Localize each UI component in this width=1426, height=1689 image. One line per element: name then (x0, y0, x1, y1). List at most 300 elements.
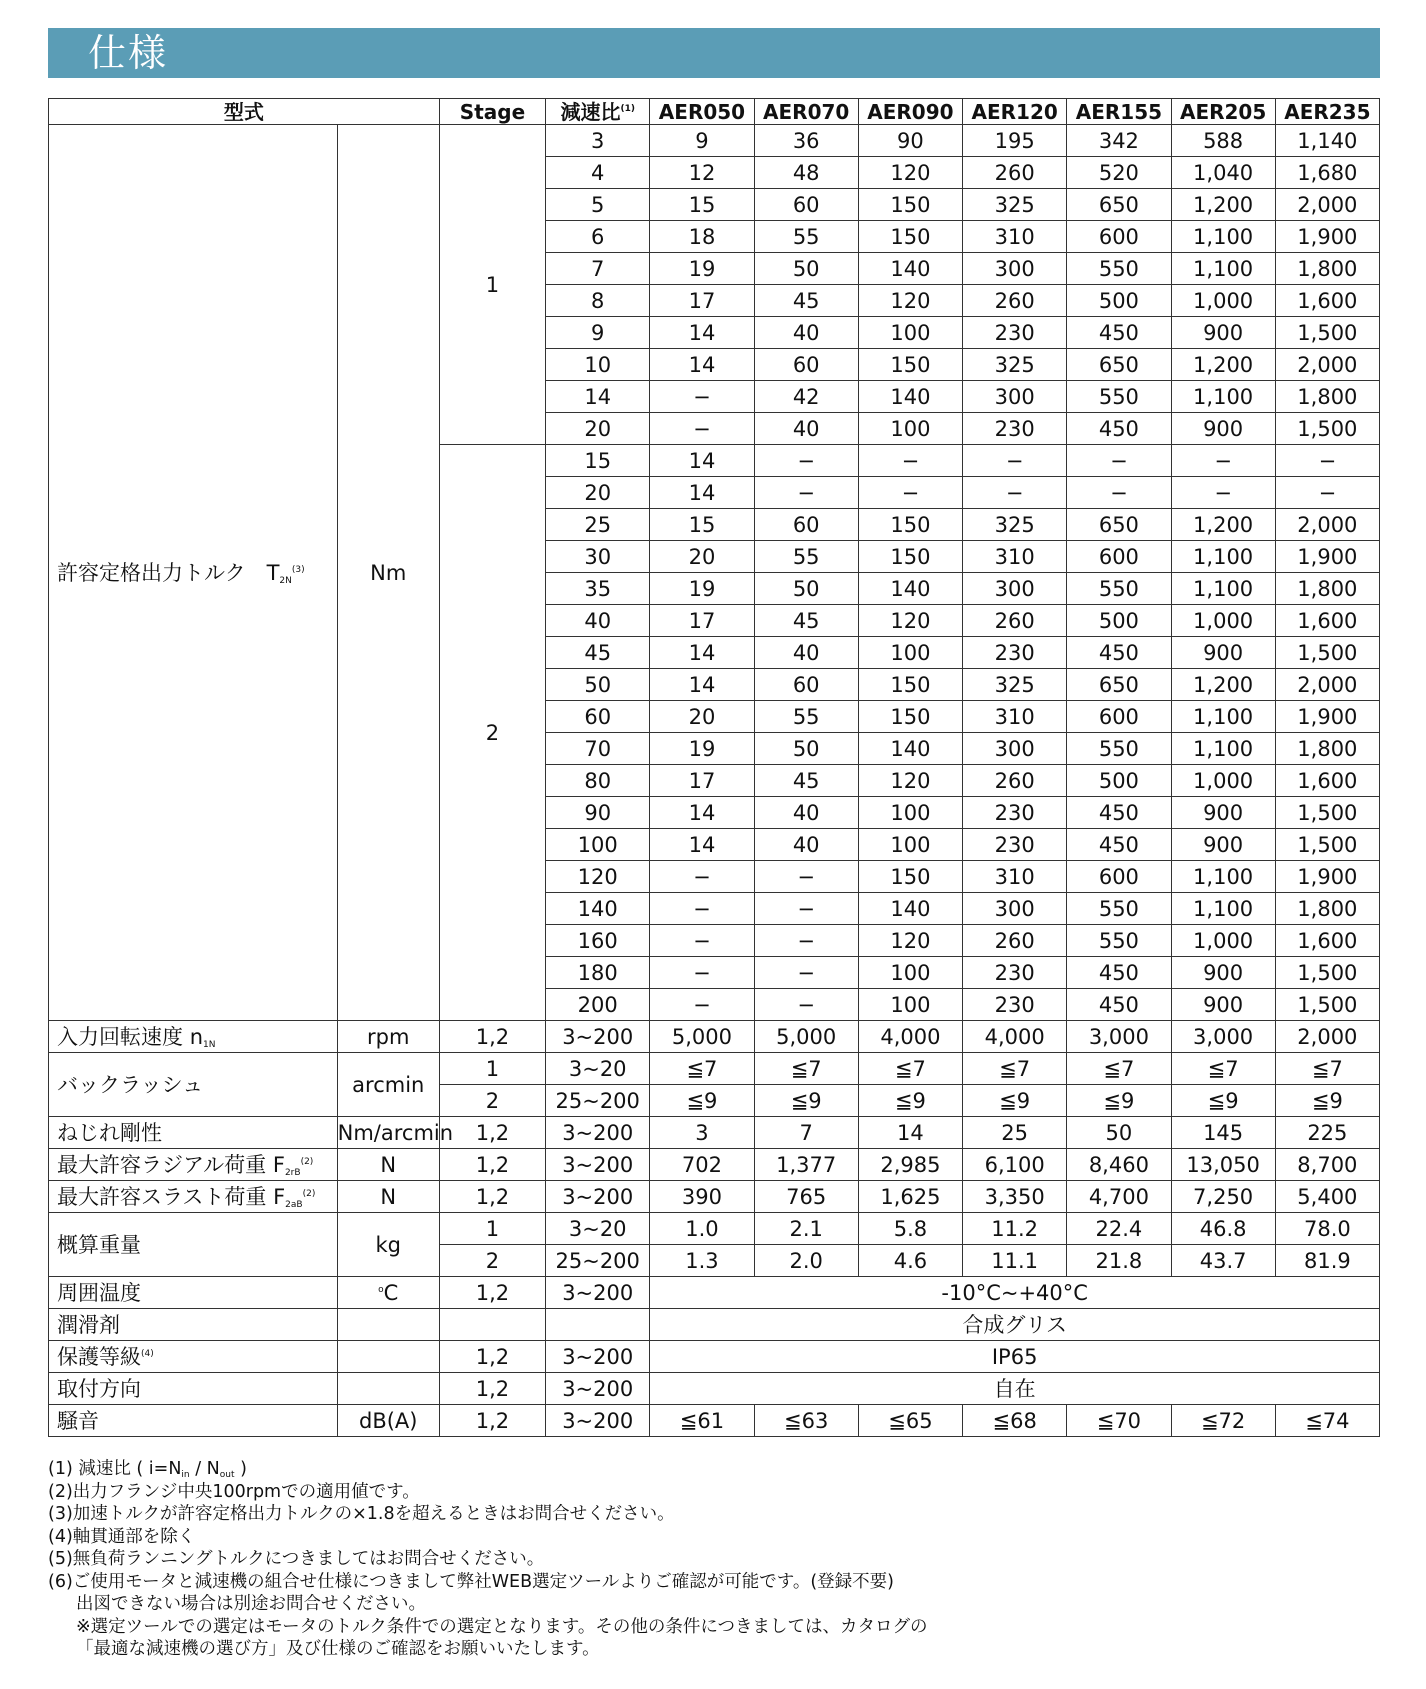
header-model: 型式 (49, 99, 440, 125)
value-cell: 600 (1067, 861, 1171, 893)
value-cell: 310 (963, 701, 1067, 733)
footnote-6: (6)ご使用モータと減速機の組合せ仕様につきまして弊社WEB選定ツールよりご確認が可能です。(登録不要) (48, 1571, 895, 1592)
merged-value-cell: 自在 (650, 1373, 1380, 1405)
ratio-cell: 35 (546, 573, 650, 605)
value-cell: 60 (754, 509, 858, 541)
value-cell: − (754, 477, 858, 509)
value-cell: 11.2 (963, 1213, 1067, 1245)
value-cell: 1,500 (1275, 797, 1379, 829)
value-cell: 588 (1171, 125, 1275, 157)
value-cell: 1,600 (1275, 605, 1379, 637)
value-cell: 1,100 (1171, 861, 1275, 893)
ratio-cell: 3~20 (546, 1053, 650, 1085)
lubricant-row (49, 1309, 1380, 1341)
value-cell: 50 (1067, 1117, 1171, 1149)
value-cell: 150 (858, 349, 962, 381)
value-cell: 3 (650, 1117, 754, 1149)
value-cell: − (650, 925, 754, 957)
value-cell: 2,000 (1275, 189, 1379, 221)
value-cell: − (1067, 445, 1171, 477)
value-cell: − (963, 445, 1067, 477)
header-ratio: 減速比$^{(1)}$ (546, 99, 650, 125)
value-cell: 14 (858, 1117, 962, 1149)
stage-cell: 2 (439, 1245, 545, 1277)
value-cell: 600 (1067, 541, 1171, 573)
value-cell: − (650, 989, 754, 1021)
ratio-cell: 5 (546, 189, 650, 221)
value-cell: 550 (1067, 573, 1171, 605)
value-cell: 150 (858, 861, 962, 893)
value-cell: 3,350 (963, 1181, 1067, 1213)
value-cell: 550 (1067, 253, 1171, 285)
value-cell: 3,000 (1171, 1021, 1275, 1053)
empty-cell (439, 1309, 545, 1341)
value-cell: 1,800 (1275, 573, 1379, 605)
value-cell: 2.0 (754, 1245, 858, 1277)
value-cell: 1,500 (1275, 957, 1379, 989)
header-model-name: AER050 (650, 99, 754, 125)
empty-cell (337, 1309, 439, 1341)
value-cell: 702 (650, 1149, 754, 1181)
footnote-6-line4: 「最適な減速機の選び方」及び仕様のご確認をお願いいたします。 (76, 1639, 600, 1659)
header-model-name: AER205 (1171, 99, 1275, 125)
noise-row-label: 騒音 (49, 1405, 338, 1437)
value-cell: 900 (1171, 829, 1275, 861)
value-cell: 1,100 (1171, 573, 1275, 605)
backlash-row (49, 1053, 1380, 1085)
value-cell: 45 (754, 605, 858, 637)
radial-load-row (49, 1149, 1380, 1181)
value-cell: 1,625 (858, 1181, 962, 1213)
value-cell: ≦61 (650, 1405, 754, 1437)
value-cell: 325 (963, 669, 1067, 701)
value-cell: 78.0 (1275, 1213, 1379, 1245)
value-cell: − (754, 989, 858, 1021)
value-cell: 42 (754, 381, 858, 413)
merged-value-cell: IP65 (650, 1341, 1380, 1373)
ratio-cell: 25~200 (546, 1245, 650, 1277)
value-cell: 550 (1067, 381, 1171, 413)
input-speed-row-unit: rpm (337, 1021, 439, 1053)
value-cell: 140 (858, 893, 962, 925)
value-cell: 300 (963, 893, 1067, 925)
value-cell: 4,000 (858, 1021, 962, 1053)
ratio-cell: 120 (546, 861, 650, 893)
stage-cell: 1,2 (439, 1277, 545, 1309)
value-cell: − (963, 477, 1067, 509)
value-cell: 765 (754, 1181, 858, 1213)
value-cell: 325 (963, 349, 1067, 381)
value-cell: 325 (963, 509, 1067, 541)
value-cell: 1,500 (1275, 637, 1379, 669)
ratio-cell: 20 (546, 413, 650, 445)
thrust-load-row-label: 最大許容スラスト荷重 $F_{2aB}^{(2)}$ (49, 1181, 338, 1213)
value-cell: 300 (963, 381, 1067, 413)
value-cell: 55 (754, 701, 858, 733)
value-cell: 1,200 (1171, 509, 1275, 541)
ratio-cell: 50 (546, 669, 650, 701)
value-cell: 13,050 (1171, 1149, 1275, 1181)
stiffness-row-unit: Nm/arcmin (337, 1117, 439, 1149)
ratio-cell: 3~20 (546, 1213, 650, 1245)
weight-row-label: 概算重量 (49, 1213, 338, 1277)
value-cell: 40 (754, 797, 858, 829)
value-cell: 1,900 (1275, 221, 1379, 253)
ratio-cell: 3 (546, 125, 650, 157)
value-cell: 1,500 (1275, 989, 1379, 1021)
value-cell: 450 (1067, 829, 1171, 861)
value-cell: 450 (1067, 797, 1171, 829)
footnote-3: (3)加速トルクが許容定格出力トルクの×1.8を超えるときはお問合せください。 (48, 1504, 675, 1524)
value-cell: 1,200 (1171, 349, 1275, 381)
value-cell: 260 (963, 285, 1067, 317)
ratio-cell: 180 (546, 957, 650, 989)
value-cell: 310 (963, 541, 1067, 573)
ratio-cell: 10 (546, 349, 650, 381)
value-cell: 100 (858, 637, 962, 669)
ratio-cell: 3~200 (546, 1405, 650, 1437)
value-cell: 1,800 (1275, 381, 1379, 413)
value-cell: 230 (963, 413, 1067, 445)
value-cell: 300 (963, 733, 1067, 765)
backlash-row-label: バックラッシュ (49, 1053, 338, 1117)
value-cell: 36 (754, 125, 858, 157)
value-cell: − (754, 445, 858, 477)
thrust-load-row (49, 1181, 1380, 1213)
value-cell: 1,900 (1275, 861, 1379, 893)
ratio-cell: 80 (546, 765, 650, 797)
value-cell: 22.4 (1067, 1213, 1171, 1245)
section-title: 仕様 (88, 31, 169, 75)
value-cell: 1.3 (650, 1245, 754, 1277)
ratio-cell: 45 (546, 637, 650, 669)
value-cell: 17 (650, 285, 754, 317)
value-cell: 900 (1171, 957, 1275, 989)
value-cell: 100 (858, 317, 962, 349)
value-cell: 1,000 (1171, 925, 1275, 957)
stiffness-row-label: ねじれ剛性 (49, 1117, 338, 1149)
value-cell: 150 (858, 701, 962, 733)
value-cell: 140 (858, 381, 962, 413)
backlash-row-unit: arcmin (337, 1053, 439, 1117)
value-cell: 1,000 (1171, 765, 1275, 797)
value-cell: 1,600 (1275, 285, 1379, 317)
stage-cell: 1,2 (439, 1405, 545, 1437)
value-cell: 230 (963, 957, 1067, 989)
ratio-cell: 200 (546, 989, 650, 1021)
value-cell: 600 (1067, 221, 1171, 253)
value-cell: 45 (754, 765, 858, 797)
value-cell: 1,100 (1171, 541, 1275, 573)
merged-value-cell: -10°C~+40°C (650, 1277, 1380, 1309)
value-cell: − (1275, 445, 1379, 477)
stage-cell: 1 (439, 1053, 545, 1085)
value-cell: 5,400 (1275, 1181, 1379, 1213)
empty-cell (337, 1373, 439, 1405)
value-cell: 550 (1067, 733, 1171, 765)
stage-cell: 1,2 (439, 1341, 545, 1373)
radial-load-row-label: 最大許容ラジアル荷重 $F_{2rB}^{(2)}$ (49, 1149, 338, 1181)
stage-cell: 2 (439, 445, 545, 1021)
ratio-cell: 25 (546, 509, 650, 541)
value-cell: 900 (1171, 989, 1275, 1021)
value-cell: 260 (963, 605, 1067, 637)
header-model-name: AER070 (754, 99, 858, 125)
footnote-5: (5)無負荷ランニングトルクにつきましてはお問合せください。 (48, 1549, 545, 1569)
value-cell: 150 (858, 221, 962, 253)
value-cell: − (650, 381, 754, 413)
value-cell: 500 (1067, 765, 1171, 797)
value-cell: ≦7 (858, 1053, 962, 1085)
value-cell: − (1171, 445, 1275, 477)
value-cell: 19 (650, 253, 754, 285)
value-cell: 15 (650, 189, 754, 221)
value-cell: ≦7 (1067, 1053, 1171, 1085)
ratio-cell: 30 (546, 541, 650, 573)
header-model-name: AER155 (1067, 99, 1171, 125)
header-model-name: AER235 (1275, 99, 1379, 125)
value-cell: − (858, 445, 962, 477)
value-cell: 55 (754, 221, 858, 253)
protection-row (49, 1341, 1380, 1373)
stage-cell: 1,2 (439, 1181, 545, 1213)
empty-cell (337, 1341, 439, 1373)
temperature-label: 周囲温度 (49, 1277, 338, 1309)
value-cell: 310 (963, 221, 1067, 253)
value-cell: 230 (963, 989, 1067, 1021)
value-cell: − (754, 861, 858, 893)
value-cell: 520 (1067, 157, 1171, 189)
value-cell: 11.1 (963, 1245, 1067, 1277)
footnote-4: (4)軸貫通部を除く (48, 1526, 196, 1547)
value-cell: 2,000 (1275, 1021, 1379, 1053)
value-cell: 325 (963, 189, 1067, 221)
ratio-cell: 25~200 (546, 1085, 650, 1117)
value-cell: 40 (754, 317, 858, 349)
lubricant-label: 潤滑剤 (49, 1309, 338, 1341)
value-cell: 550 (1067, 925, 1171, 957)
value-cell: ≦72 (1171, 1405, 1275, 1437)
value-cell: 260 (963, 157, 1067, 189)
value-cell: ≦68 (963, 1405, 1067, 1437)
ratio-cell: 9 (546, 317, 650, 349)
value-cell: 1,500 (1275, 317, 1379, 349)
value-cell: 14 (650, 477, 754, 509)
value-cell: 300 (963, 573, 1067, 605)
noise-row (49, 1405, 1380, 1437)
value-cell: ≦7 (1275, 1053, 1379, 1085)
value-cell: 4.6 (858, 1245, 962, 1277)
value-cell: 450 (1067, 413, 1171, 445)
value-cell: 17 (650, 765, 754, 797)
stage-cell: 1,2 (439, 1117, 545, 1149)
ratio-cell: 14 (546, 381, 650, 413)
ratio-cell: 8 (546, 285, 650, 317)
ratio-cell: 3~200 (546, 1117, 650, 1149)
weight-row-unit: kg (337, 1213, 439, 1277)
value-cell: 150 (858, 541, 962, 573)
value-cell: ≦9 (650, 1085, 754, 1117)
value-cell: 21.8 (1067, 1245, 1171, 1277)
value-cell: 15 (650, 509, 754, 541)
ratio-cell: 3~200 (546, 1021, 650, 1053)
value-cell: 1,100 (1171, 733, 1275, 765)
value-cell: 100 (858, 957, 962, 989)
value-cell: 230 (963, 317, 1067, 349)
value-cell: 5.8 (858, 1213, 962, 1245)
value-cell: ≦74 (1275, 1405, 1379, 1437)
value-cell: − (1067, 477, 1171, 509)
value-cell: 150 (858, 509, 962, 541)
ratio-cell: 20 (546, 477, 650, 509)
value-cell: 4,000 (963, 1021, 1067, 1053)
value-cell: 7 (754, 1117, 858, 1149)
value-cell: 1,500 (1275, 829, 1379, 861)
value-cell: 14 (650, 317, 754, 349)
ratio-cell: 3~200 (546, 1181, 650, 1213)
value-cell: 140 (858, 253, 962, 285)
value-cell: 25 (963, 1117, 1067, 1149)
temperature-row (49, 1277, 1380, 1309)
value-cell: 120 (858, 157, 962, 189)
value-cell: 2.1 (754, 1213, 858, 1245)
value-cell: ≦7 (650, 1053, 754, 1085)
value-cell: 81.9 (1275, 1245, 1379, 1277)
value-cell: 500 (1067, 285, 1171, 317)
value-cell: 1,800 (1275, 733, 1379, 765)
protection-label: 保護等級$^{(4)}$ (49, 1341, 338, 1373)
value-cell: 50 (754, 253, 858, 285)
value-cell: − (650, 893, 754, 925)
value-cell: 9 (650, 125, 754, 157)
ratio-cell: 6 (546, 221, 650, 253)
value-cell: − (754, 893, 858, 925)
value-cell: 100 (858, 989, 962, 1021)
value-cell: 150 (858, 189, 962, 221)
value-cell: 7,250 (1171, 1181, 1275, 1213)
value-cell: 90 (858, 125, 962, 157)
value-cell: 1,100 (1171, 381, 1275, 413)
input-speed-row-label: 入力回転速度 $n_{1N}$ (49, 1021, 338, 1053)
torque-unit: Nm (337, 125, 439, 1021)
value-cell: 550 (1067, 893, 1171, 925)
section-banner (48, 28, 1380, 78)
value-cell: 1,200 (1171, 189, 1275, 221)
value-cell: 50 (754, 573, 858, 605)
value-cell: 100 (858, 797, 962, 829)
value-cell: 650 (1067, 349, 1171, 381)
value-cell: 1,200 (1171, 669, 1275, 701)
value-cell: 40 (754, 637, 858, 669)
value-cell: 19 (650, 573, 754, 605)
value-cell: 8,460 (1067, 1149, 1171, 1181)
footnote-6-line3: ※選定ツールでの選定はモータのトルク条件での選定となります。その他の条件につきましては、カタログの (76, 1616, 928, 1637)
torque-label: 許容定格出力トルク $T_{2N}^{(3)}$ (49, 125, 338, 1021)
value-cell: − (1275, 477, 1379, 509)
ratio-cell: 3~200 (546, 1373, 650, 1405)
value-cell: 450 (1067, 637, 1171, 669)
value-cell: 1,100 (1171, 221, 1275, 253)
value-cell: ≦63 (754, 1405, 858, 1437)
ratio-cell: 4 (546, 157, 650, 189)
stage-cell: 1,2 (439, 1021, 545, 1053)
ratio-cell: 40 (546, 605, 650, 637)
value-cell: 14 (650, 349, 754, 381)
value-cell: 50 (754, 733, 858, 765)
ratio-cell: 3~200 (546, 1149, 650, 1181)
value-cell: 650 (1067, 669, 1171, 701)
value-cell: ≦9 (858, 1085, 962, 1117)
value-cell: 6,100 (963, 1149, 1067, 1181)
value-cell: 500 (1067, 605, 1171, 637)
ratio-cell: 100 (546, 829, 650, 861)
value-cell: ≦65 (858, 1405, 962, 1437)
mounting-label: 取付方向 (49, 1373, 338, 1405)
value-cell: 225 (1275, 1117, 1379, 1149)
value-cell: 390 (650, 1181, 754, 1213)
weight-row (49, 1213, 1380, 1245)
value-cell: 230 (963, 637, 1067, 669)
value-cell: 230 (963, 829, 1067, 861)
value-cell: 14 (650, 829, 754, 861)
value-cell: 120 (858, 605, 962, 637)
ratio-cell: 15 (546, 445, 650, 477)
value-cell: 40 (754, 829, 858, 861)
value-cell: 150 (858, 669, 962, 701)
value-cell: 1,600 (1275, 765, 1379, 797)
noise-row-unit: dB(A) (337, 1405, 439, 1437)
ratio-cell: 60 (546, 701, 650, 733)
value-cell: ≦7 (754, 1053, 858, 1085)
value-cell: 450 (1067, 317, 1171, 349)
value-cell: 900 (1171, 637, 1275, 669)
value-cell: 17 (650, 605, 754, 637)
value-cell: 260 (963, 925, 1067, 957)
footnote-1: (1) 減速比 ( $i=N_{in} / N_{out}$ ) (48, 1459, 247, 1480)
value-cell: ≦70 (1067, 1405, 1171, 1437)
header-row (49, 99, 1380, 125)
stage-cell: 1,2 (439, 1373, 545, 1405)
value-cell: − (650, 957, 754, 989)
value-cell: 300 (963, 253, 1067, 285)
value-cell: 60 (754, 189, 858, 221)
value-cell: 600 (1067, 701, 1171, 733)
value-cell: 1,900 (1275, 541, 1379, 573)
value-cell: 1,100 (1171, 701, 1275, 733)
footnotes (48, 1458, 1380, 1661)
ratio-cell: 90 (546, 797, 650, 829)
mounting-row (49, 1373, 1380, 1405)
value-cell: 2,985 (858, 1149, 962, 1181)
value-cell: 14 (650, 445, 754, 477)
value-cell: 120 (858, 925, 962, 957)
value-cell: 120 (858, 765, 962, 797)
value-cell: ≦9 (1067, 1085, 1171, 1117)
value-cell: 310 (963, 861, 1067, 893)
value-cell: 48 (754, 157, 858, 189)
value-cell: 60 (754, 349, 858, 381)
merged-value-cell: 合成グリス (650, 1309, 1380, 1341)
empty-cell (546, 1309, 650, 1341)
value-cell: 100 (858, 413, 962, 445)
value-cell: 1,800 (1275, 893, 1379, 925)
value-cell: 900 (1171, 413, 1275, 445)
value-cell: 18 (650, 221, 754, 253)
value-cell: 4,700 (1067, 1181, 1171, 1213)
value-cell: 45 (754, 285, 858, 317)
value-cell: 55 (754, 541, 858, 573)
header-model-name: AER090 (858, 99, 962, 125)
